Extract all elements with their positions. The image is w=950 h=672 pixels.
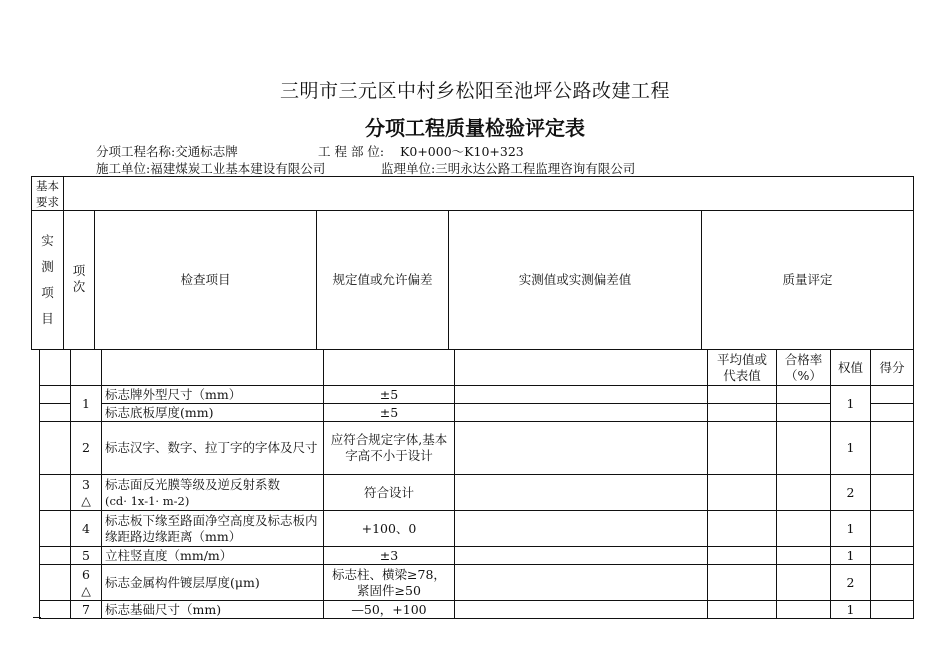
- supervisor-value: 三明永达公路工程监理咨询有限公司: [435, 161, 636, 176]
- measured-items-label: 实 测 项 目: [32, 211, 64, 350]
- item-name-line: [96, 142, 238, 160]
- table-row: 5 立柱竖直度（mm/m） ±3 1: [40, 547, 914, 565]
- measured-header: 实测值或实测偏差值: [449, 211, 702, 350]
- table-row: 3 △ 标志面反光膜等级及逆反射系数 (cd· 1x-1· m-2) 符合设计 2: [40, 475, 914, 511]
- check-item-header: 检查项目: [95, 211, 317, 350]
- seq-label: 项 次: [64, 211, 95, 350]
- form-title: 分项工程质量检验评定表: [365, 116, 585, 140]
- basic-req-content: [64, 177, 914, 211]
- contractor-label: 施工单位:: [96, 161, 151, 176]
- basic-req-label: 基本要求: [32, 177, 64, 211]
- part-line: [318, 142, 524, 160]
- contractor-value: 福建煤炭工业基本建设有限公司: [150, 161, 326, 176]
- avg-header: 平均值或代表值: [708, 350, 777, 386]
- item-name-value: 交通标志牌: [175, 144, 238, 159]
- quality-header: 质量评定: [702, 211, 914, 350]
- spec-header: 规定值或允许偏差: [317, 211, 449, 350]
- item-name-label: 分项工程名称:: [96, 144, 176, 159]
- supervisor-line: [381, 159, 635, 177]
- inspection-table: [39, 349, 914, 619]
- project-title: 三明市三元区中村乡松阳至池坪公路改建工程: [279, 80, 670, 102]
- weight-header: 权值: [831, 350, 871, 386]
- table-row: 标志底板厚度(mm) ±5: [40, 404, 914, 422]
- table-row: 1 标志牌外型尺寸（mm） ±5 1: [40, 386, 914, 404]
- table-row: 2 标志汉字、数字、拉丁字的字体及尺寸 应符合规定字体,基本字高不小于设计 1: [40, 422, 914, 475]
- column-header-row: [40, 350, 914, 386]
- contractor-line: [96, 159, 325, 177]
- table-row: 4 标志板下缘至路面净空高度及标志板内缘距路边缘距离（mm） +100、0 1: [40, 511, 914, 547]
- pass-rate-header: 合格率（%）: [777, 350, 831, 386]
- header-table: [31, 176, 914, 350]
- table-edge-line: [33, 617, 41, 618]
- part-label: 工 程 部 位:: [318, 144, 385, 159]
- table-row: 6 △ 标志金属构件镀层厚度(μm) 标志柱、横梁≥78，紧固件≥50 2: [40, 565, 914, 601]
- table-row: 7 标志基础尺寸（mm) —50，+100 1: [40, 601, 914, 619]
- part-value: K0+000～K10+323: [400, 144, 524, 159]
- score-header: 得分: [871, 350, 914, 386]
- supervisor-label: 监理单位:: [381, 161, 436, 176]
